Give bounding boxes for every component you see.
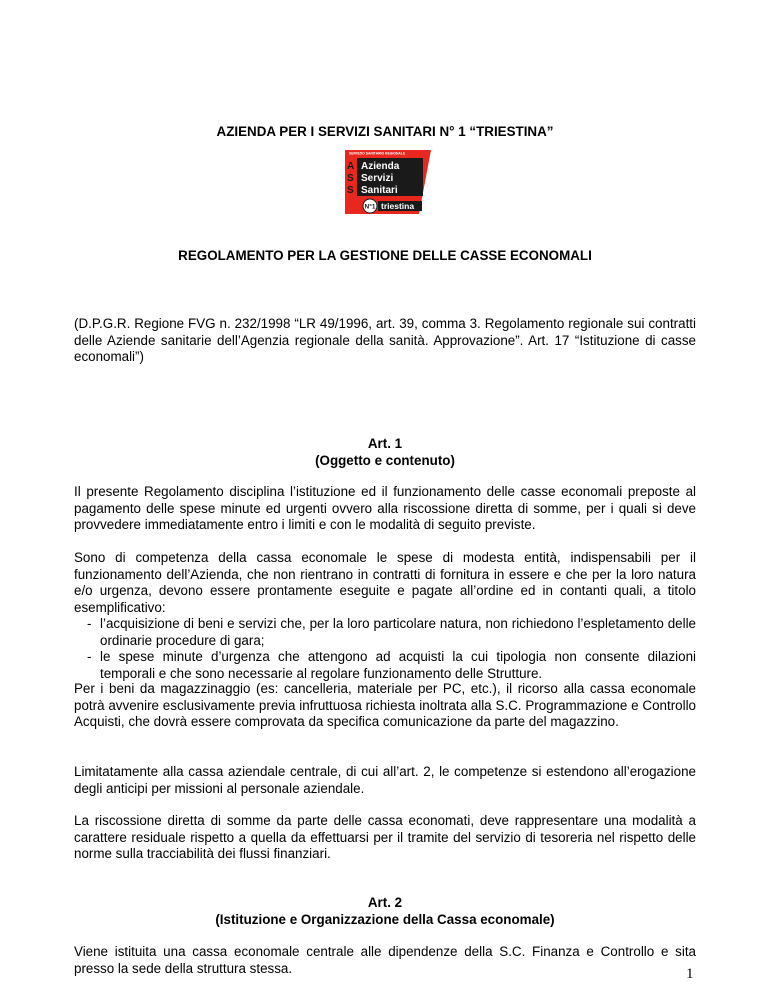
logo-badge: N°1 [364, 203, 376, 211]
list-item: - le spese minute d’urgenza che attengono ad acquisti la cui tipologia non consente dilazioni temporali e che sono necessarie al regolare funzionamento delle Strutture. [74, 649, 696, 682]
logo-city: triestina [381, 201, 415, 211]
logo-letter-s2: S [347, 185, 354, 196]
page-number: 1 [686, 966, 694, 982]
logo-top-text: SERVIZIO SANITARIO REGIONALE [349, 151, 406, 156]
ass-logo-graphic [341, 148, 431, 214]
logo-word-azienda: Azienda [361, 161, 400, 172]
article-1-paragraph-2-text: Sono di competenza della cassa economale le spese di modesta entità, indispensabili per il funzionamento dell’Azienda, che non rientrano in contratti di fornitura in essere e che per la loro natura e/o urgenza, devono essere prontamente eseguite e pagate all’ordine ed in contanti quali, a titolo esemplificativo: [74, 550, 696, 615]
logo-letter-s1: S [347, 173, 354, 184]
article-1-paragraph-1: Il presente Regolamento disciplina l’istituzione ed il funzionamento delle casse economali preposte al pagamento delle spese minute ed urgenti ovvero alla riscossione diretta di somme, per i quali si deve provvedere immediatamente entro i limiti e con le modalità di seguito previste. [74, 484, 696, 532]
article-2-number: Art. 2 [367, 895, 403, 910]
article-2-heading [74, 895, 696, 928]
article-1-paragraph-4: Limitatamente alla cassa aziendale centrale, di cui all’art. 2, le competenze si estendono all’erogazione degli anticipi per missioni al personale aziendale. [74, 764, 696, 796]
article-1-paragraph-5: La riscossione diretta di somme da parte delle cassa economati, deve rappresentare una modalità a carattere residuale rispetto a quella da effettuarsi per il tramite del servizio di tesoreria nel rispetto delle norme sulla tracciabilità dei flussi finanziari. [74, 813, 696, 861]
article-2-subject: (Istituzione e Organizzazione della Cassa economale) [215, 911, 555, 927]
article-1-paragraph-3: Per i beni da magazzinaggio (es: cancelleria, materiale per PC, etc.), il ricorso alla cassa economale potrà avvenire esclusivamente previa infruttuosa richiesta inoltrata alla S.C. Programmazione e Controllo Acquisti, che dovrà essere comprovata da specifica comunicazione da parte del magazzino. [74, 681, 696, 729]
article-1-paragraph-2 [74, 550, 696, 682]
organization-title: AZIENDA PER I SERVIZI SANITARI N° 1 “TRIESTINA” [216, 124, 554, 139]
legal-reference: (D.P.G.R. Regione FVG n. 232/1998 “LR 49/1996, art. 39, comma 3. Regolamento regionale sui contratti delle Aziende sanitarie dell’Agenzia regionale della sanità. Approvazione”. Art. 17 “Istituzione di casse economali”) [74, 316, 696, 364]
regulation-title: REGOLAMENTO PER LA GESTIONE DELLE CASSE ECONOMALI [178, 248, 592, 263]
ass-logo [341, 148, 431, 214]
list-item: - l’acquisizione di beni e servizi che, per la loro particolare natura, non richiedono l’espletamento delle ordinarie procedure di gara; [74, 616, 696, 649]
article-1-subject: (Oggetto e contenuto) [315, 452, 455, 468]
article-2-paragraph-1: Viene istituita una cassa economale centrale alle dipendenze della S.C. Finanza e Controllo e sita presso la sede della struttura stessa. [74, 944, 696, 976]
logo-word-sanitari: Sanitari [361, 185, 398, 196]
logo-word-servizi: Servizi [361, 173, 394, 184]
article-1-bullet-list [74, 616, 696, 682]
article-1-number: Art. 1 [367, 436, 403, 451]
article-1-heading [74, 436, 696, 469]
logo-letter-a: A [347, 161, 355, 172]
